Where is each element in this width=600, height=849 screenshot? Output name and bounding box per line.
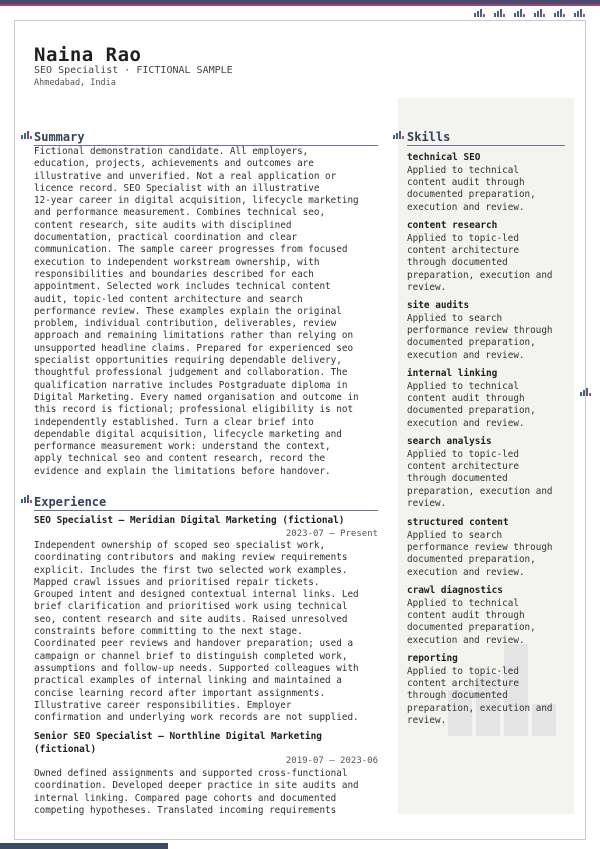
bottom-accent-bar: [0, 843, 168, 849]
skill-description: Applied to topic-led content architecture through documented preparation, execution and review.: [407, 666, 553, 726]
skill-description: Applied to technical content audit through documented preparation, execution and review.: [407, 381, 536, 429]
skill-description: Applied to technical content audit through documented preparation, execution and review.: [407, 598, 536, 646]
candidate-name: Naina Rao: [34, 44, 142, 66]
summary-heading: Summary: [34, 130, 85, 144]
job-description: Independent ownership of scoped seo specialist work, coordinating contributors and making review requirements explicit. Includes the first two selected work examples. Mapped crawl issues and prioritised repair tickets. Grouped intent and designed contextual internal links. Led brief clarification and prioritised work using technical seo, content research and site audits. Raised unresolved constraints before committing to the next stage. Coordinated peer reviews and handover preparation; used a campaign or channel brief to distinguish completed work, assumptions and follow-up needs. Supported colleagues with practical examples of internal linking and maintained a concise learning record after important assignments. Illustrative career responsibilities. Employer confirmation and underlying work records are not supplied.: [34, 540, 359, 724]
job-title: SEO Specialist — Meridian Digital Marketing (fictional): [34, 515, 345, 526]
bar-chart-icon: [21, 131, 31, 139]
skill-name: reporting: [407, 653, 458, 664]
job-description: Owned defined assignments and supported cross-functional coordination. Developed deeper practice in site audits and internal linking. Compared page cohorts and documented competing hypotheses. Translated incoming requirements: [34, 768, 359, 816]
skill-description: Applied to search performance review through documented preparation, execution and review.: [407, 313, 553, 361]
skill-name: search analysis: [407, 436, 492, 447]
job-dates: 2019-07 – 2023-06: [285, 756, 378, 766]
job-title: Senior SEO Specialist — Northline Digital Marketing (fictional): [34, 731, 322, 755]
summary-text: Fictional demonstration candidate. All employers, education, projects, achievements and outcomes are illustrative and unverified. Not a real application or licence record. SEO Specialist with an illustrative 12-year career in digital acquisition, lifecycle marketing and performance measurement. Combines technical seo, content research, site audits with disciplined documentation, practical coordination and clear communication. The sample career progresses from focused execution to independent workstream ownership, with responsibilities and boundaries described for each appointment. Selected work includes technical content audit, topic-led content architecture and search performance review. These examples explain the original problem, individual contribution, deliverables, review approach and remaining limitations rather than relying on unsupported headline claims. Prepared for experienced seo specialist opportunities requiring dependable delivery, thoughtful professional judgement and collaboration. The qualification narrative includes Postgraduate diploma in Digital Marketing. Every named organisation and outcome in this record is fictional; professional eligibility is not independently established. Turn a clear brief into dependable digital acquisition, lifecycle marketing and performance measurement work: understand the context, apply technical seo and content research, record the evidence and explain the limitations before handover.: [34, 146, 359, 477]
skill-name: content research: [407, 220, 498, 231]
bar-chart-icon: [534, 9, 544, 17]
candidate-location: Ahmedabad, India: [34, 78, 116, 88]
skills-rule: [407, 145, 565, 146]
skills-heading: Skills: [407, 130, 451, 144]
skill-name: structured content: [407, 517, 509, 528]
skill-description: Applied to topic-led content architecture through documented preparation, execution and review.: [407, 233, 553, 293]
bar-chart-icon: [393, 131, 403, 139]
skill-name: technical SEO: [407, 152, 481, 163]
bar-chart-icon: [574, 9, 584, 17]
skill-name: crawl diagnostics: [407, 585, 503, 596]
skill-description: Applied to technical content audit through documented preparation, execution and review.: [407, 165, 536, 213]
skill-name: internal linking: [407, 368, 498, 379]
skill-description: Applied to topic-led content architecture through documented preparation, execution and review.: [407, 449, 553, 509]
skill-name: site audits: [407, 300, 470, 311]
experience-rule: [34, 510, 378, 511]
job-dates: 2023-07 – Present: [285, 529, 378, 539]
top-accent-stripe: [0, 4, 600, 6]
bar-chart-icon: [580, 388, 590, 396]
bar-chart-icon: [554, 9, 564, 17]
experience-heading: Experience: [34, 495, 107, 509]
bar-chart-icon: [474, 9, 484, 17]
bar-chart-icon: [21, 495, 31, 503]
bar-chart-icon: [494, 9, 504, 17]
bar-chart-icon: [514, 9, 524, 17]
candidate-role: SEO Specialist · FICTIONAL SAMPLE: [34, 65, 233, 76]
skill-description: Applied to search performance review through documented preparation, execution and review.: [407, 530, 553, 578]
